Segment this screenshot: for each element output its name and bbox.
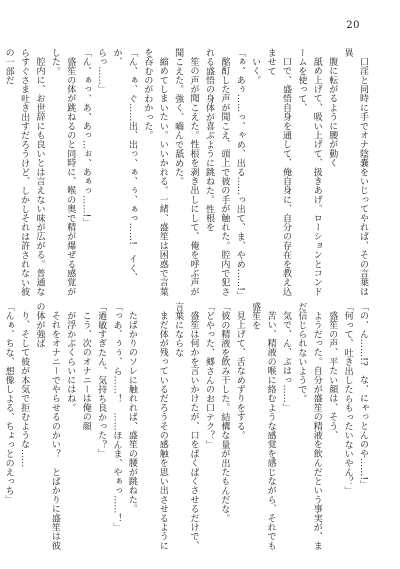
dialogue-line: 「どやった、郷さんのお口テク？」: [203, 302, 214, 450]
paragraph: 腹に転がるように腰が動く: [327, 57, 338, 168]
dialogue-line: 「何って、吐き出したらもったいないやん？」: [342, 302, 353, 496]
paragraph: 気で、ん、ぷはっ……」: [280, 311, 291, 413]
paragraph: こう、次のオナニーは俺の顔: [80, 311, 91, 431]
paragraph: まだ体が残っているだろうその感触を思い出させるように: [157, 311, 168, 551]
paragraph: り、そして彼が本気で拒むような……: [19, 311, 30, 468]
paragraph: [139, 302, 154, 552]
paragraph: 口淫と同時に手でオナ陰嚢をいじってやれば、その言葉は異: [342, 48, 368, 297]
paragraph: 舐め上げて、吸い上げて、扱きあげ。ローションとコンドームを使って、: [296, 48, 322, 297]
dialogue-line: 「ん、ぁ、ぐ……出、出っ、ぁ、ぅ、ぁっ……! イく、か、: [111, 48, 137, 282]
paragraph: 酩酊した声が聞こえ、頭上で彼の手が触れた。腔内で犯される盛悟の身体が喜ぶように跳ねた。性根を: [203, 48, 230, 297]
dialogue-line: 「彼の精液を飲み干した。結構な量が出たもんだな。: [219, 302, 230, 523]
dialogue-line: 「ぁ、あぅ……っ、ゃめ、出る……っ出て、ま、やめ……!」: [234, 48, 245, 301]
paragraph: 見上げて、舌なめずりをする。: [234, 311, 245, 440]
paragraph: 盛笙の声、平たい顔は、そう、: [327, 311, 338, 440]
paragraph: 盛笙の体が跳ねるのと同時に、喉の奥で精が爆ぜる感覚がした。: [49, 48, 76, 297]
dialogue-line: 「の、ん……!? な、にゃっとんのや……!」: [358, 302, 368, 490]
paragraph: 腔内に、お世辞にも良いとは言えない味が広がる。普通ならすぐさま吐き出すだろうけど、しかしそれは許されない彼の一部だ: [3, 48, 45, 297]
dialogue-line: らっ……」: [96, 48, 107, 94]
paragraph: ようだった。自分が盛笙の精液を飲んだという事実が、まだ信じられないようで。: [296, 302, 322, 551]
paragraph: それをオナニーでやらせるのかい？ とばかりに盛笙は彼の体が強ば: [34, 302, 60, 551]
paragraph: 苦い、精液の喉に絡むような感覚を感じながら、それでも盛笙を: [250, 302, 276, 551]
paragraph: が浮かぶくらいにはね。: [65, 311, 76, 413]
paragraph: 盛笙は何かを言いかけたが、口をぱくぱくさせるだけで、言葉にならな: [173, 302, 199, 551]
text-block-top: [3, 48, 370, 301]
dialogue-line: 「ん、ぁっ、あ、あっ…ぉ、あぁっ……!」: [80, 48, 91, 227]
paragraph: いく。: [250, 57, 261, 85]
paragraph: 口で、盛悟自身を通して、俺自身に、自分の存在を教え込ませて: [265, 48, 291, 297]
dialogue-line: 「っあ、ぅぅ、ら……！ ……ほんま、やぁっ……！」: [111, 302, 122, 532]
text-block-bottom: [3, 302, 370, 552]
dialogue-line: 「んぁ、ちな、想像しよる、ちょっとのえっち」: [3, 302, 14, 505]
paragraph: たばかりのソレに触れれば、盛笙の腰が跳ねた。: [126, 311, 137, 514]
dialogue-line: 「過敏すぎたん、気持ち良かった？」: [96, 302, 107, 459]
page-number: 20: [346, 20, 360, 31]
paragraph: 笙の声が聞こえた。性根を剥き出しにして、俺を呼ぶ声が聞こえた。強く、嚙んで舐めた。: [173, 48, 199, 297]
paragraph: 縮めてしまいたい。いいかれる。一緒、盛笙は困惑で言葉を吞むのがわかった。: [142, 48, 168, 297]
